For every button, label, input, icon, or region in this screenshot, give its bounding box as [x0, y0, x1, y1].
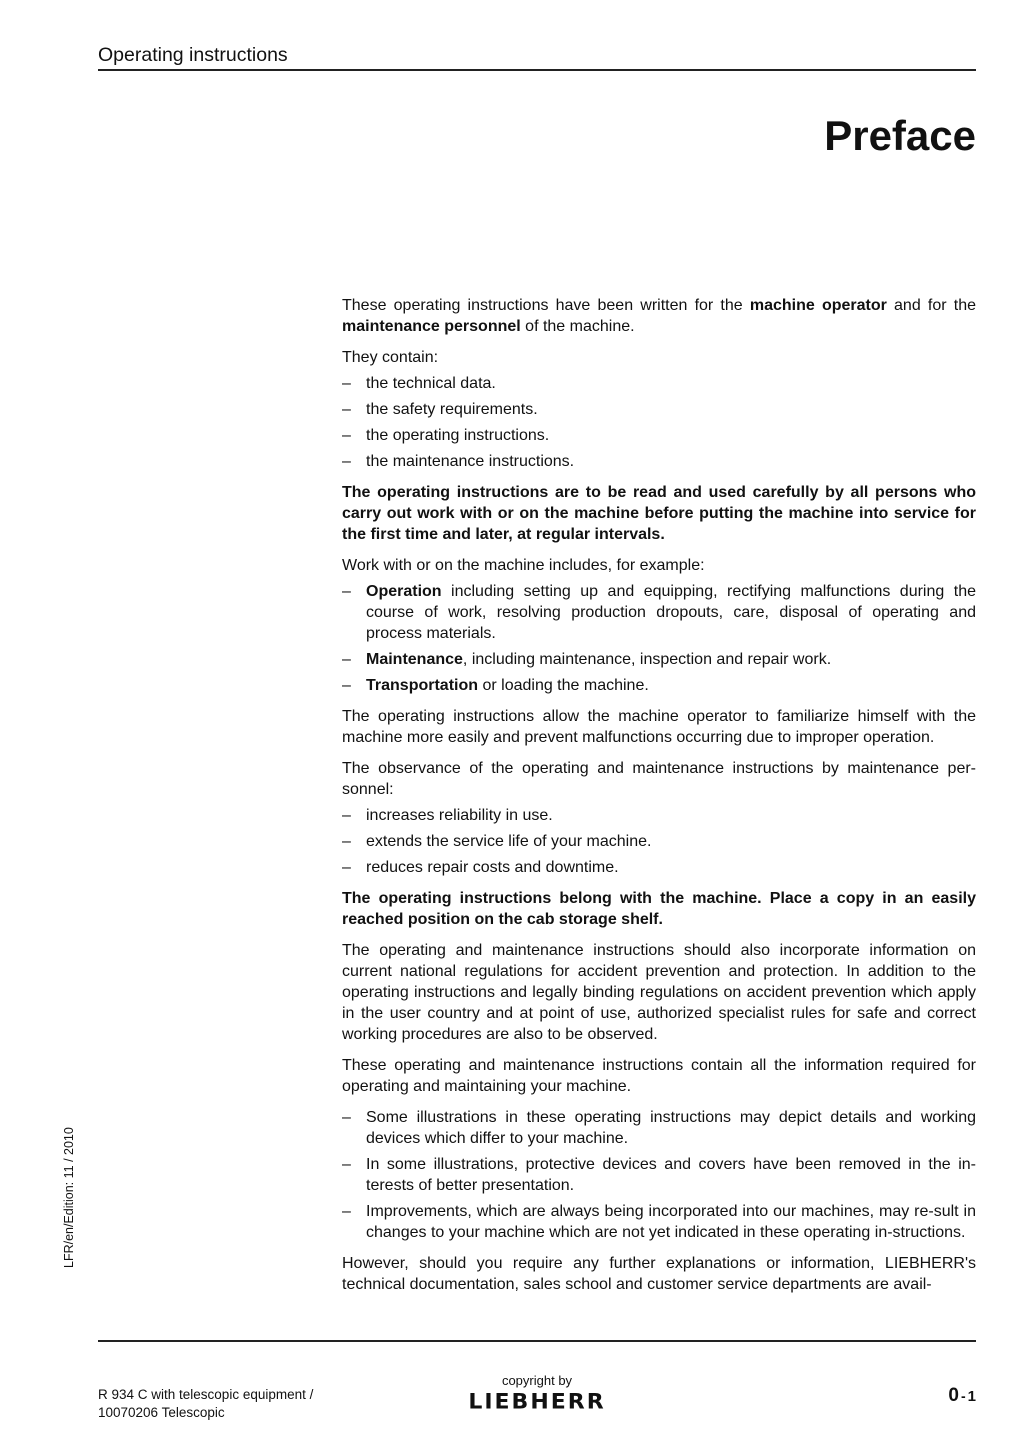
list-item: – increases reliability in use. [342, 805, 976, 826]
regulations-paragraph: The operating and maintenance instructions should also incorporate information on current national regulations for accident prevention and protection. In addition to the operating instructions and legally binding regulations on accident prevention which apply in the user country and at point of use, authorized specialist rules for safe and correct working procedures are also to be observed. [342, 942, 976, 1043]
intro-paragraph: These operating instructions have been written for the machine operator and for the maintenance personnel of the machine. [342, 297, 977, 335]
list-item: – reduces repair costs and downtime. [342, 857, 976, 878]
section-title: Operating instructions [98, 44, 288, 66]
list-item: – Operation including setting up and equipping, rectifying malfunctions during the course of work, resolving production dropouts, care, disposal of operating and process materials. [342, 581, 976, 644]
list-item: – Transportation or loading the machine. [342, 675, 976, 696]
observance-label: The observance of the operating and maintenance instructions by maintenance per-sonnel: [342, 760, 976, 798]
list-item: – Improvements, which are always being incorporated into our machines, may re-sult in changes to your machine which are not yet indicated in these operating in-structions. [342, 1201, 976, 1243]
machine-operator-term: machine operator [749, 297, 887, 314]
page-separator: - [960, 1388, 966, 1404]
list-item: – In some illustrations, protective devices and covers have been removed in the in-terests of better presentation. [342, 1154, 976, 1196]
work-list [342, 581, 976, 696]
familiarize-paragraph: The operating instructions allow the machine operator to familiarize himself with the machine more easily and prevent malfunctions occurring due to improper operation. [342, 708, 976, 746]
edition-label: LFR/en/Edition: 11 / 2010 [62, 1127, 76, 1268]
main-content [342, 295, 976, 1305]
footer-rule [98, 1340, 976, 1342]
notes-list [342, 1107, 976, 1243]
work-label: Work with or on the machine includes, for example: [342, 557, 705, 574]
belong-notice: The operating instructions belong with the machine. Place a copy in an easily reached position on the cab storage shelf. [342, 890, 976, 928]
list-item: – the maintenance instructions. [342, 451, 976, 472]
list-item: – the safety requirements. [342, 399, 976, 420]
model-line-2: 10070206 Telescopic [98, 1405, 225, 1420]
list-item: – the technical data. [342, 373, 976, 394]
closing-paragraph: However, should you require any further explanations or information, LIEBHERR's technical documentation, sales school and customer service departments are avail- [342, 1255, 976, 1293]
page-number [948, 1385, 976, 1407]
contain-list [342, 373, 976, 472]
observance-list [342, 805, 976, 878]
list-item: – the operating instructions. [342, 425, 976, 446]
list-item: – Maintenance, including maintenance, inspection and repair work. [342, 649, 976, 670]
model-info [98, 1386, 313, 1422]
contain-all-paragraph: These operating and maintenance instructions contain all the information required for operating and maintaining your machine. [342, 1057, 976, 1095]
page-section: 0 [948, 1385, 959, 1406]
list-item: – Some illustrations in these operating instructions may depict details and working devices which differ to your machine. [342, 1107, 976, 1149]
maintenance-personnel-term: maintenance personnel [342, 318, 521, 335]
contain-label: They contain: [342, 349, 439, 366]
read-notice: The operating instructions are to be read and used carefully by all persons who carry out work with or on the machine before putting the machine into service for the first time and later, at regular intervals. [342, 484, 976, 543]
page-num: 1 [967, 1388, 976, 1405]
liebherr-logo: LIEBHERR [468, 1390, 606, 1415]
model-line-1: R 934 C with telescopic equipment / [98, 1387, 314, 1402]
copyright-text: copyright by [501, 1373, 573, 1388]
list-item: – extends the service life of your machine. [342, 831, 976, 852]
copyright-block [456, 1373, 618, 1414]
header-rule [98, 69, 976, 71]
page-title: Preface [824, 112, 976, 159]
